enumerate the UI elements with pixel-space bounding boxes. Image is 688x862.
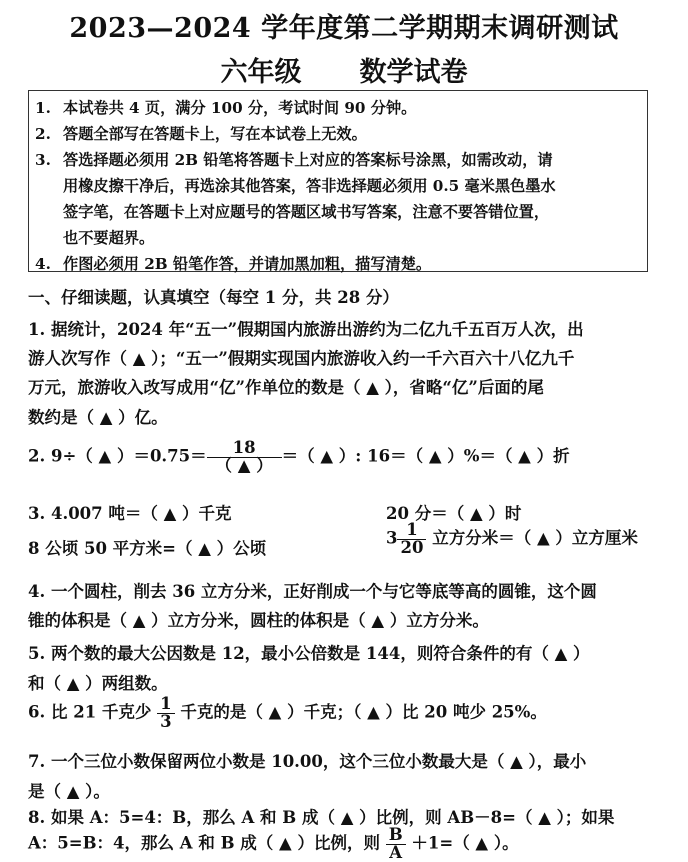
instruction-text-line: 用橡皮擦干净后，再选涂其他答案，答非选择题必须用 0.5 毫米黑色墨水 [63, 177, 556, 195]
question-8-part-a: A：5=B：4，那么 A 和 B 成（ ▲ ）比例，则 [28, 833, 386, 853]
fraction-denominator: 20 [400, 537, 424, 557]
question-4-line: 锥的体积是（ ▲ ）立方分米，圆柱的体积是（ ▲ ）立方分米。 [28, 611, 489, 630]
instruction-text-line: 答选择题必须用 2B 铅笔将答题卡上对应的答案标号涂黑，如需改动，请 [63, 151, 553, 169]
question-1-line: 数约是（ ▲ ）亿。 [28, 408, 168, 427]
instruction-text: 本试卷共 4 页，满分 100 分，考试时间 90 分钟。 [63, 99, 417, 117]
question-8-line [28, 827, 519, 861]
question-4-line: 4. 一个圆柱，削去 36 立方分米，正好削成一个与它等底等高的圆锥，这个圆 [28, 582, 597, 601]
question-8-line: 8. 如果 A：5=4：B，那么 A 和 B 成（ ▲ ）比例，则 AB－8=（ ▲ ）；如果 [28, 808, 615, 827]
fraction-numerator: 18 [207, 440, 282, 458]
question-6 [28, 696, 547, 730]
fraction-denominator: 3 [160, 711, 172, 731]
instruction-number: 4. [35, 255, 51, 273]
question-5-line: 5. 两个数的最大公因数是 12，最小公倍数是 144，则符合条件的有（ ▲ ） [28, 644, 590, 663]
fraction-denominator: （ ▲ ） [215, 455, 273, 475]
question-6-part-b: 千克的是（ ▲ ）千克；（ ▲ ）比 20 吨少 25%。 [174, 702, 547, 722]
question-2-part-b: ＝（ ▲ ）: 16＝（ ▲ ）%＝（ ▲ ）折 [281, 446, 570, 466]
question-7-line: 是（ ▲ ）。 [28, 782, 110, 801]
section-heading: 一、仔细读题，认真填空（每空 1 分，共 28 分） [28, 288, 399, 307]
instruction-item [35, 95, 639, 121]
fraction-numerator: B [386, 827, 406, 845]
subject-label: 数学试卷 [359, 57, 468, 88]
exam-instructions-box [28, 90, 648, 272]
instruction-number: 2. [35, 125, 51, 143]
instruction-text: 作图必须用 2B 铅笔作答，并请加黑加粗，描写清楚。 [63, 255, 432, 273]
instruction-number: 3. [35, 151, 51, 169]
question-3-part-b: 20 分＝（ ▲ ）时 [386, 504, 522, 523]
instruction-item [35, 147, 639, 251]
fraction [207, 440, 282, 474]
question-3-part-a: 3. 4.007 吨＝（ ▲ ）千克 [28, 504, 232, 523]
question-3-part-d-text: 立方分米＝（ ▲ ）立方厘米 [426, 528, 638, 548]
mixed-number-whole: 3 [386, 528, 398, 548]
question-1-line: 万元，旅游收入改写成用“亿”作单位的数是（ ▲ ），省略“亿”后面的尾 [28, 378, 544, 397]
exam-title: 2023—2024 学年度第二学期期末调研测试 [69, 13, 619, 44]
fraction-numerator: 1 [397, 522, 426, 540]
question-8-part-b: ＋1=（ ▲ ）。 [405, 833, 519, 853]
exam-subtitle [0, 50, 688, 89]
fraction-numerator: 1 [157, 696, 174, 714]
question-5-line: 和（ ▲ ）两组数。 [28, 674, 168, 693]
grade-label: 六年级 [220, 57, 302, 88]
question-3-part-d [386, 522, 638, 556]
instruction-text-line: 也不要超界。 [63, 229, 155, 247]
instruction-text-line: 签字笔，在答题卡上对应题号的答题区域书写答案，注意不要答错位置， [63, 203, 549, 221]
fraction [157, 696, 174, 730]
instruction-item [35, 121, 639, 147]
fraction [397, 522, 426, 556]
question-6-part-a: 6. 比 21 千克少 [28, 702, 158, 722]
question-1-line: 1. 据统计，2024 年“五一”假期国内旅游出游约为二亿九千五百万人次，出 [28, 320, 584, 339]
instruction-item [35, 251, 639, 277]
question-3-part-c: 8 公顷 50 平方米=（ ▲ ）公顷 [28, 539, 267, 558]
instruction-text: 答题全部写在答题卡上，写在本试卷上无效。 [63, 125, 367, 143]
fraction [386, 827, 406, 861]
question-1-line: 游人次写作（ ▲ ）；“五一”假期实现国内旅游收入约一千六百六十八亿九千 [28, 349, 575, 368]
question-2 [28, 440, 570, 474]
fraction-denominator: A [389, 842, 403, 862]
question-2-part-a: 2. 9÷（ ▲ ）＝0.75＝ [28, 446, 207, 466]
instruction-number: 1. [35, 99, 51, 117]
question-7-line: 7. 一个三位小数保留两位小数是 10.00，这个三位小数最大是（ ▲ ），最小 [28, 752, 587, 771]
